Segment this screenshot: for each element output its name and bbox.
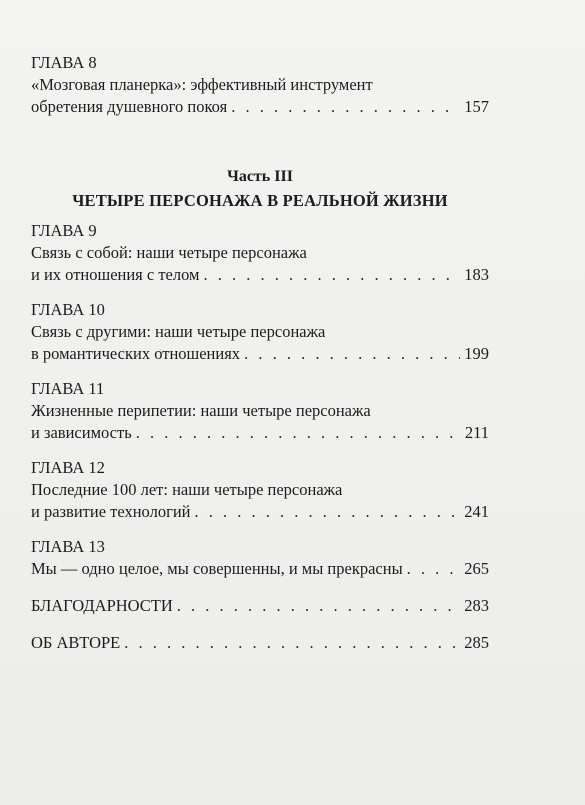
dot-leader xyxy=(203,264,460,286)
entry-line xyxy=(31,595,489,617)
dot-leader xyxy=(136,422,461,444)
page-number: 265 xyxy=(464,559,489,578)
toc-entry-acknowledgements xyxy=(31,595,489,617)
chapter-title-line: и развитие технологий xyxy=(31,502,191,521)
page-number: 199 xyxy=(464,344,489,363)
chapter-title-line: «Мозговая планерка»: эффективный инструмент xyxy=(31,75,373,94)
dot-leader xyxy=(124,632,460,654)
chapter-label: ГЛАВА 10 xyxy=(31,300,105,319)
chapter-title-line: и зависимость xyxy=(31,423,132,442)
entry-title: БЛАГОДАРНОСТИ xyxy=(31,596,173,615)
chapter-label: ГЛАВА 8 xyxy=(31,53,97,72)
chapter-title-line: обретения душевного покоя xyxy=(31,97,228,116)
chapter-title-line: в романтических отношениях xyxy=(31,344,241,363)
dot-leader xyxy=(407,558,461,580)
chapter-title-line: Мы — одно целое, мы совершенны, и мы прекрасны xyxy=(31,559,403,578)
chapter-title-line: Последние 100 лет: наши четыре персонажа xyxy=(31,480,343,499)
entry-line xyxy=(31,632,489,654)
chapter-label: ГЛАВА 13 xyxy=(31,537,105,556)
chapter-label: ГЛАВА 9 xyxy=(31,221,97,240)
part-heading xyxy=(31,166,489,212)
page-number: 211 xyxy=(464,423,489,442)
chapter-title-line: Связь с другими: наши четыре персонажа xyxy=(31,322,326,341)
page-number: 283 xyxy=(464,596,489,615)
chapter-title-last-line xyxy=(31,422,489,444)
chapter-title-last-line xyxy=(31,558,489,580)
chapter-title-last-line xyxy=(31,96,489,118)
toc-entry-chapter-13 xyxy=(31,536,489,580)
page-number: 183 xyxy=(464,265,489,284)
toc-entry-about-author xyxy=(31,632,489,654)
part-label: Часть III xyxy=(227,168,293,185)
chapter-title-line: Связь с собой: наши четыре персонажа xyxy=(31,243,307,262)
chapter-title-last-line xyxy=(31,343,489,365)
toc-entry-chapter-8 xyxy=(31,52,489,118)
chapter-label: ГЛАВА 12 xyxy=(31,458,105,477)
part-title: ЧЕТЫРЕ ПЕРСОНАЖА В РЕАЛЬНОЙ ЖИЗНИ xyxy=(72,191,448,210)
toc-entry-chapter-12 xyxy=(31,457,489,523)
dot-leader xyxy=(177,595,460,617)
entry-title: ОБ АВТОРЕ xyxy=(31,633,121,652)
toc-entry-chapter-11 xyxy=(31,378,489,444)
page-number: 285 xyxy=(464,633,489,652)
chapter-label: ГЛАВА 11 xyxy=(31,379,105,398)
chapter-title-last-line xyxy=(31,264,489,286)
chapter-title-line: Жизненные перипетии: наши четыре персонажа xyxy=(31,401,371,420)
dot-leader xyxy=(231,96,460,118)
dot-leader xyxy=(244,343,460,365)
chapter-title-line: и их отношения с телом xyxy=(31,265,200,284)
table-of-contents xyxy=(31,52,489,654)
page-number: 241 xyxy=(464,502,489,521)
chapter-title-last-line xyxy=(31,501,489,523)
dot-leader xyxy=(195,501,461,523)
page-number: 157 xyxy=(464,97,489,116)
toc-entry-chapter-9 xyxy=(31,220,489,286)
toc-entry-chapter-10 xyxy=(31,299,489,365)
